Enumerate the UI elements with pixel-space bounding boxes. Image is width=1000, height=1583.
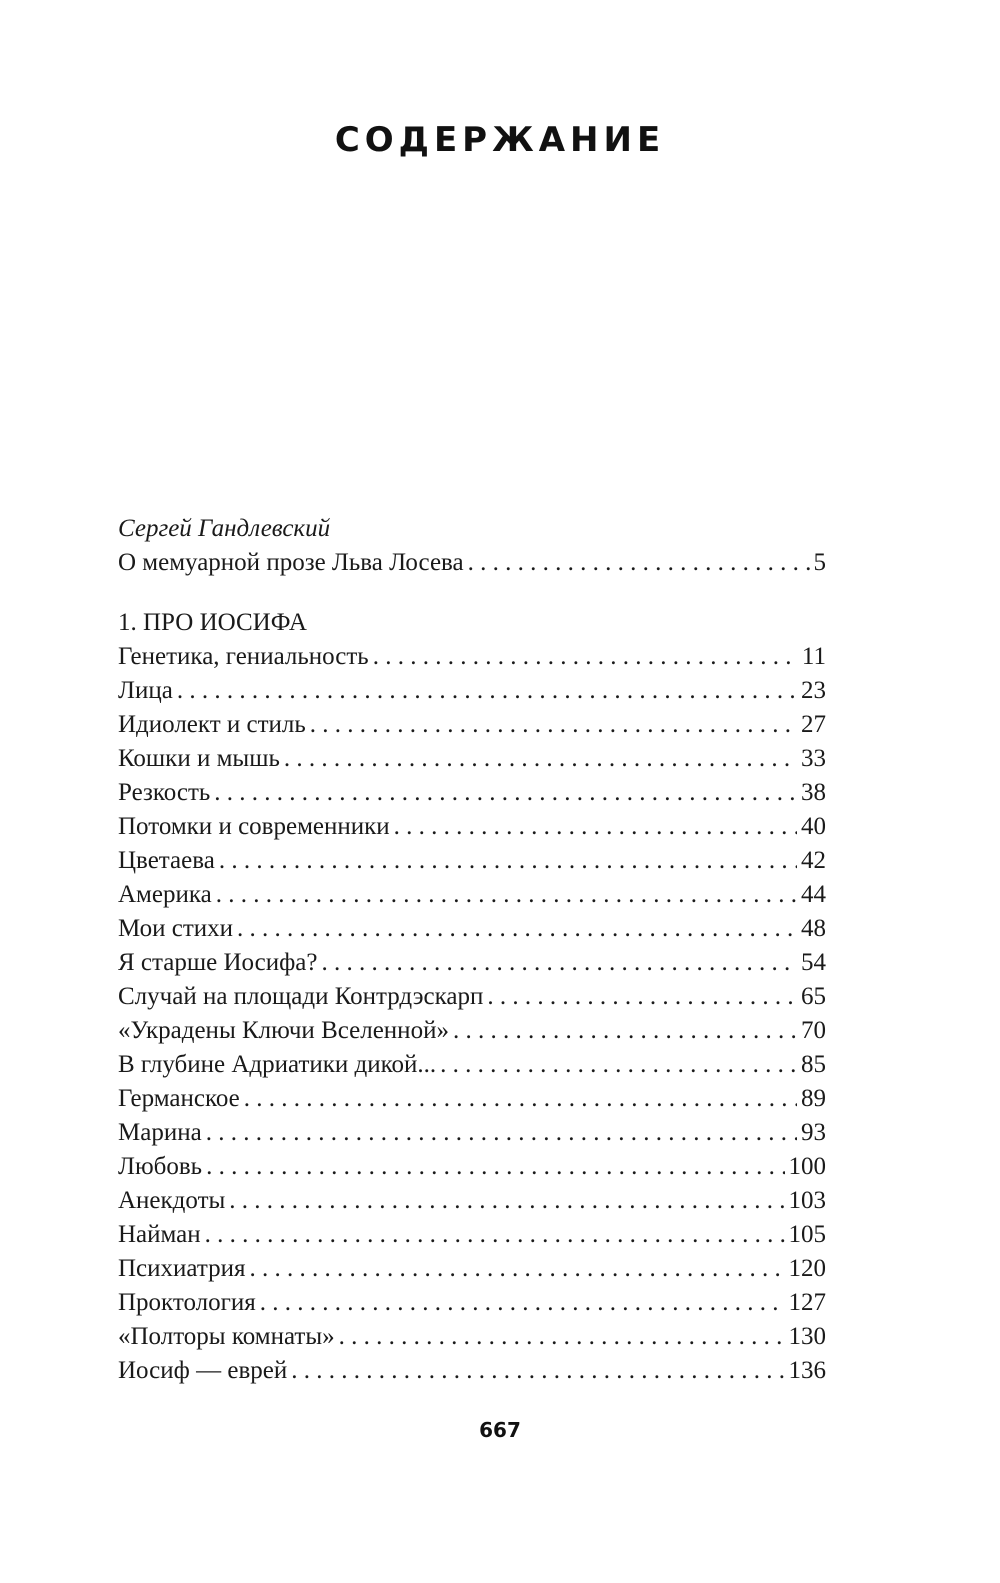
- toc-entry-title: Найман: [118, 1221, 201, 1248]
- toc-entry: [118, 1184, 826, 1218]
- toc-entry-page: 100: [788, 1153, 826, 1180]
- toc-entry: [118, 980, 826, 1014]
- toc-entry-page: 103: [788, 1187, 826, 1214]
- dot-leader: [219, 844, 797, 878]
- table-of-contents: [118, 512, 826, 1388]
- toc-entry-page: 105: [788, 1221, 826, 1248]
- section-entries: [118, 640, 826, 1388]
- dot-leader: [373, 640, 798, 674]
- toc-entry-title: Идиолект и стиль: [118, 711, 306, 738]
- toc-entry-title: Психиатрия: [118, 1255, 246, 1282]
- toc-entry-page: 42: [801, 847, 826, 874]
- toc-entry-title: Потомки и современники: [118, 813, 390, 840]
- toc-entry-page: 65: [801, 983, 826, 1010]
- toc-entry-title: Резкость: [118, 779, 211, 806]
- toc-entry: [118, 1082, 826, 1116]
- toc-entry: [118, 912, 826, 946]
- section-heading: 1. ПРО ИОСИФА: [118, 609, 307, 636]
- toc-entry-page: 27: [801, 711, 826, 738]
- toc-entry-title: Германское: [118, 1085, 240, 1112]
- toc-entry-title: Любовь: [118, 1153, 203, 1180]
- dot-leader: [468, 546, 810, 580]
- toc-entry: [118, 844, 826, 878]
- dot-leader: [291, 1354, 784, 1388]
- toc-entry: [118, 1354, 826, 1388]
- toc-entry-title: О мемуарной прозе Льва Лосева: [118, 549, 464, 576]
- dot-leader: [206, 1116, 797, 1150]
- page-number: 667: [479, 1418, 521, 1442]
- dot-leader: [440, 1048, 797, 1082]
- toc-entry-page: 120: [788, 1255, 826, 1282]
- toc-entry-title: Мои стихи: [118, 915, 234, 942]
- toc-entry: [118, 1048, 826, 1082]
- toc-entry-page: 11: [801, 643, 826, 670]
- dot-leader: [206, 1150, 784, 1184]
- dot-leader: [229, 1184, 784, 1218]
- toc-entry-title: Я старше Иосифа?: [118, 949, 318, 976]
- dot-leader: [487, 980, 797, 1014]
- toc-entry: [118, 776, 826, 810]
- dot-leader: [310, 708, 797, 742]
- toc-entry: [118, 810, 826, 844]
- page-title: СОДЕРЖАНИЕ: [334, 120, 666, 160]
- dot-leader: [214, 776, 797, 810]
- intro-author: Сергей Гандлевский: [118, 515, 331, 542]
- toc-entry-page: 130: [788, 1323, 826, 1350]
- toc-entry-page: 48: [801, 915, 826, 942]
- toc-entry-page: 89: [801, 1085, 826, 1112]
- toc-entry: [118, 1150, 826, 1184]
- dot-leader: [339, 1320, 785, 1354]
- toc-entry: [118, 1252, 826, 1286]
- dot-leader: [244, 1082, 797, 1116]
- toc-entry-title: Генетика, гениальность: [118, 643, 369, 670]
- toc-entry-page: 127: [788, 1289, 826, 1316]
- toc-entry-title: Анекдоты: [118, 1187, 226, 1214]
- toc-entry: [118, 946, 826, 980]
- toc-entry-title: Марина: [118, 1119, 202, 1146]
- dot-leader: [394, 810, 797, 844]
- toc-entry: [118, 1014, 826, 1048]
- toc-entry-title: «Украдены Ключи Вселенной»: [118, 1017, 449, 1044]
- toc-entry-page: 23: [801, 677, 826, 704]
- toc-entry-page: 33: [801, 745, 826, 772]
- toc-entry-title: Случай на площади Контрдэскарп: [118, 983, 484, 1010]
- dot-leader: [260, 1286, 785, 1320]
- dot-leader: [453, 1014, 797, 1048]
- toc-entry: [118, 1320, 826, 1354]
- dot-leader: [177, 674, 797, 708]
- toc-entry-page: 93: [801, 1119, 826, 1146]
- toc-entry-title: В глубине Адриатики дикой...: [118, 1051, 437, 1078]
- dot-leader: [284, 742, 797, 776]
- dot-leader: [322, 946, 798, 980]
- toc-entry-title: Цветаева: [118, 847, 215, 874]
- dot-leader: [216, 878, 797, 912]
- toc-entry-intro: [118, 546, 826, 580]
- dot-leader: [237, 912, 797, 946]
- toc-entry: [118, 1286, 826, 1320]
- toc-entry-page: 5: [813, 549, 826, 576]
- toc-entry: [118, 1218, 826, 1252]
- toc-entry-title: Кошки и мышь: [118, 745, 280, 772]
- toc-entry: [118, 708, 826, 742]
- toc-entry: [118, 1116, 826, 1150]
- toc-entry: [118, 640, 826, 674]
- toc-entry-page: 40: [801, 813, 826, 840]
- toc-entry-title: Иосиф — еврей: [118, 1357, 288, 1384]
- toc-entry-page: 44: [801, 881, 826, 908]
- toc-entry-title: Проктология: [118, 1289, 256, 1316]
- toc-entry-title: Америка: [118, 881, 212, 908]
- toc-entry-title: Лица: [118, 677, 173, 704]
- dot-leader: [249, 1252, 784, 1286]
- toc-entry-page: 136: [788, 1357, 826, 1384]
- toc-entry-page: 85: [801, 1051, 826, 1078]
- toc-entry-title: «Полторы комнаты»: [118, 1323, 335, 1350]
- toc-entry: [118, 674, 826, 708]
- toc-entry: [118, 878, 826, 912]
- toc-entry: [118, 742, 826, 776]
- toc-entry-page: 38: [801, 779, 826, 806]
- toc-entry-page: 54: [801, 949, 826, 976]
- dot-leader: [205, 1218, 785, 1252]
- toc-entry-page: 70: [801, 1017, 826, 1044]
